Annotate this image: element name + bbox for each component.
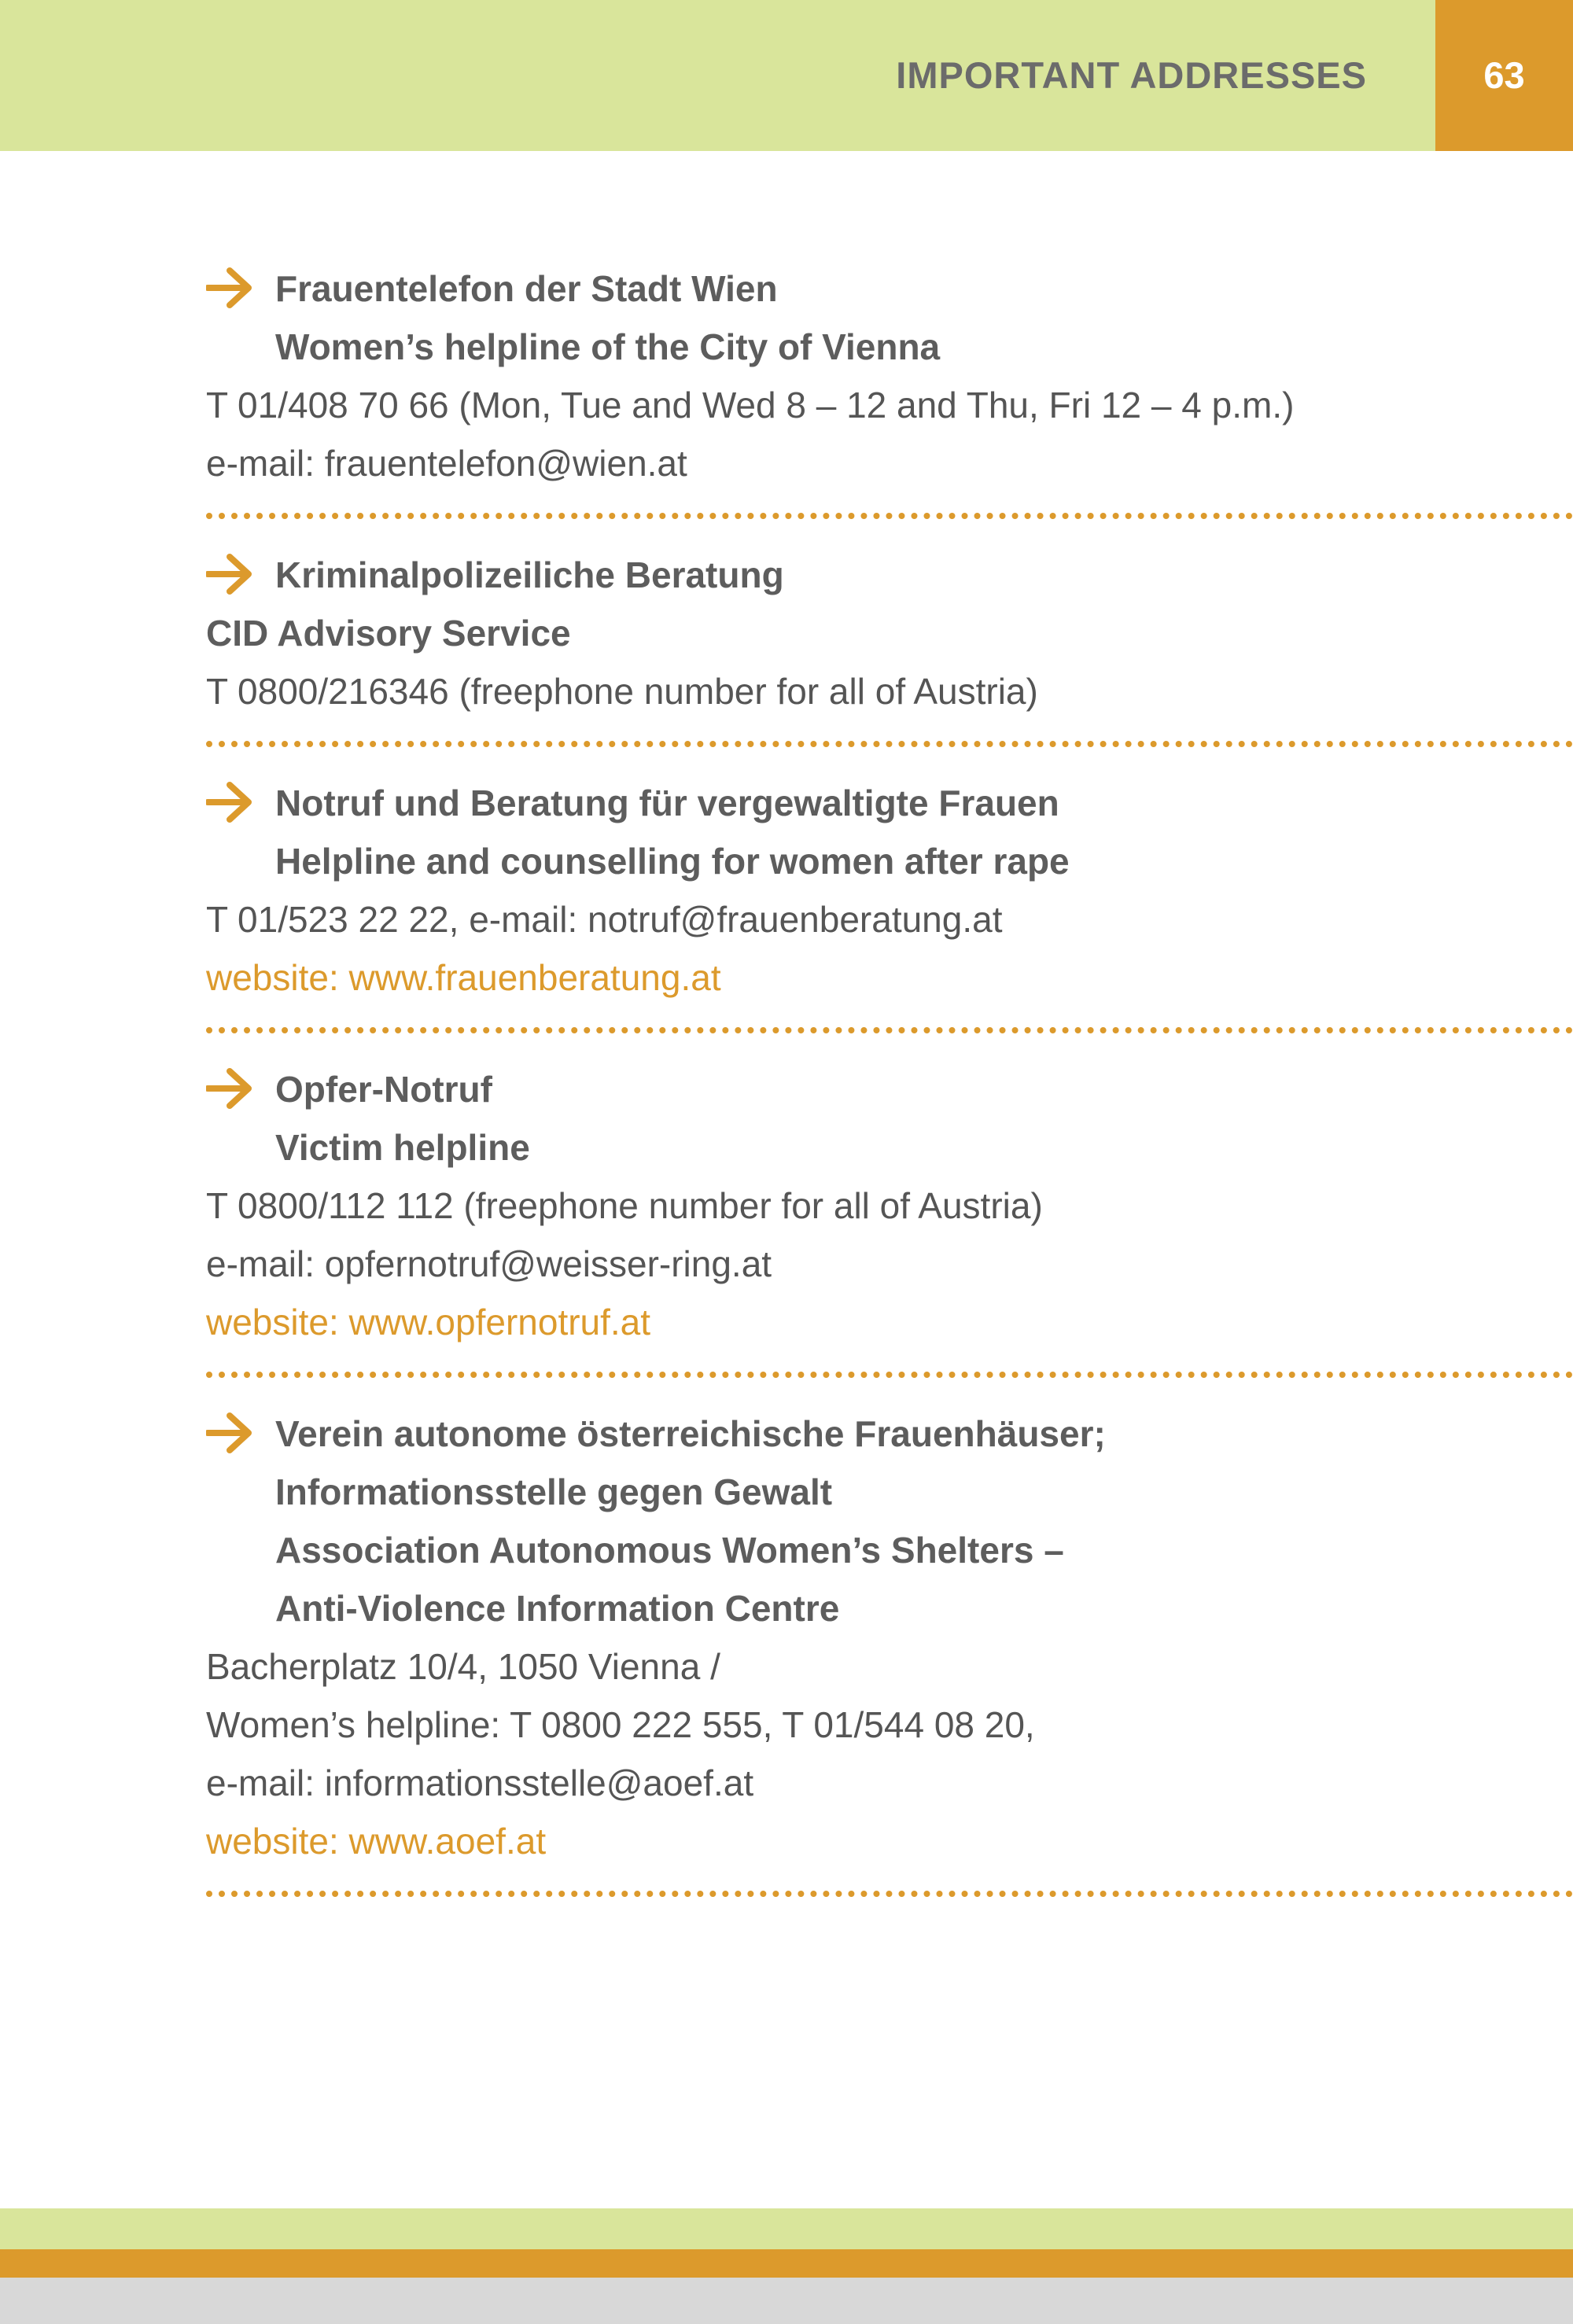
entry-email[interactable]: e-mail: informationsstelle@aoef.at [206, 1762, 754, 1803]
entry-title: Opfer-Notruf [206, 1060, 1573, 1118]
page-number-box [1435, 0, 1573, 151]
entry-phone: T 0800/216346 (freephone number for all of Austria) [206, 671, 1038, 712]
entry-title: Notruf und Beratung für vergewaltigte Frauen [206, 774, 1573, 832]
address-list [206, 260, 1573, 1924]
address-entry [206, 260, 1573, 492]
entry-website-link[interactable]: website: www.aoef.at [206, 1821, 547, 1862]
header-band [0, 0, 1573, 151]
address-entry [206, 1405, 1573, 1870]
address-entry [206, 546, 1573, 720]
entry-title: Verein autonome österreichische Frauenhäuser; [206, 1405, 1573, 1463]
entry-phone: T 01/408 70 66 (Mon, Tue and Wed 8 – 12 and Thu, Fri 12 – 4 p.m.) [206, 385, 1295, 425]
page-number: 63 [1483, 54, 1525, 96]
entry-email[interactable]: e-mail: opfernotruf@weisser-ring.at [206, 1243, 772, 1284]
arrow-right-icon [206, 1412, 255, 1453]
entry-title-translation: Women’s helpline of the City of Vienna [275, 326, 941, 367]
entry-title-translation: Helpline and counselling for women after rape [275, 841, 1070, 882]
entry-title-translation: Association Autonomous Women’s Shelters – [275, 1530, 1064, 1571]
address-entry [206, 774, 1573, 1007]
footer-orange-band [0, 2249, 1573, 2278]
footer-grey-band [0, 2278, 1573, 2324]
entry-title-line-2: Informationsstelle gegen Gewalt [275, 1471, 833, 1512]
address-entry [206, 1060, 1573, 1351]
entry-address: Bacherplatz 10/4, 1050 Vienna / [206, 1646, 720, 1687]
entry-phone: Women’s helpline: T 0800 222 555, T 01/544 08 20, [206, 1704, 1035, 1745]
arrow-right-icon [206, 554, 255, 595]
section-title: IMPORTANT ADDRESSES [896, 54, 1367, 96]
arrow-right-icon [206, 1068, 255, 1109]
dotted-separator [206, 1372, 1573, 1378]
entry-website-link[interactable]: website: www.opfernotruf.at [206, 1302, 651, 1342]
entry-title: Frauentelefon der Stadt Wien [206, 260, 1573, 318]
entry-title-translation: CID Advisory Service [206, 613, 571, 654]
entry-title-translation-line-2: Anti-Violence Information Centre [275, 1588, 840, 1629]
dotted-separator [206, 1027, 1573, 1033]
dotted-separator [206, 513, 1573, 519]
entry-email[interactable]: e-mail: frauentelefon@wien.at [206, 443, 687, 484]
dotted-separator [206, 1891, 1573, 1897]
arrow-right-icon [206, 267, 255, 308]
footer-green-band [0, 2208, 1573, 2249]
arrow-right-icon [206, 782, 255, 823]
entry-website-link[interactable]: website: www.frauenberatung.at [206, 957, 721, 998]
dotted-separator [206, 741, 1573, 747]
entry-title-translation: Victim helpline [275, 1127, 530, 1168]
entry-phone-email: T 01/523 22 22, e-mail: notruf@frauenberatung.at [206, 899, 1003, 940]
entry-title: Kriminalpolizeiliche Beratung [206, 546, 1573, 604]
entry-phone: T 0800/112 112 (freephone number for all of Austria) [206, 1185, 1043, 1226]
